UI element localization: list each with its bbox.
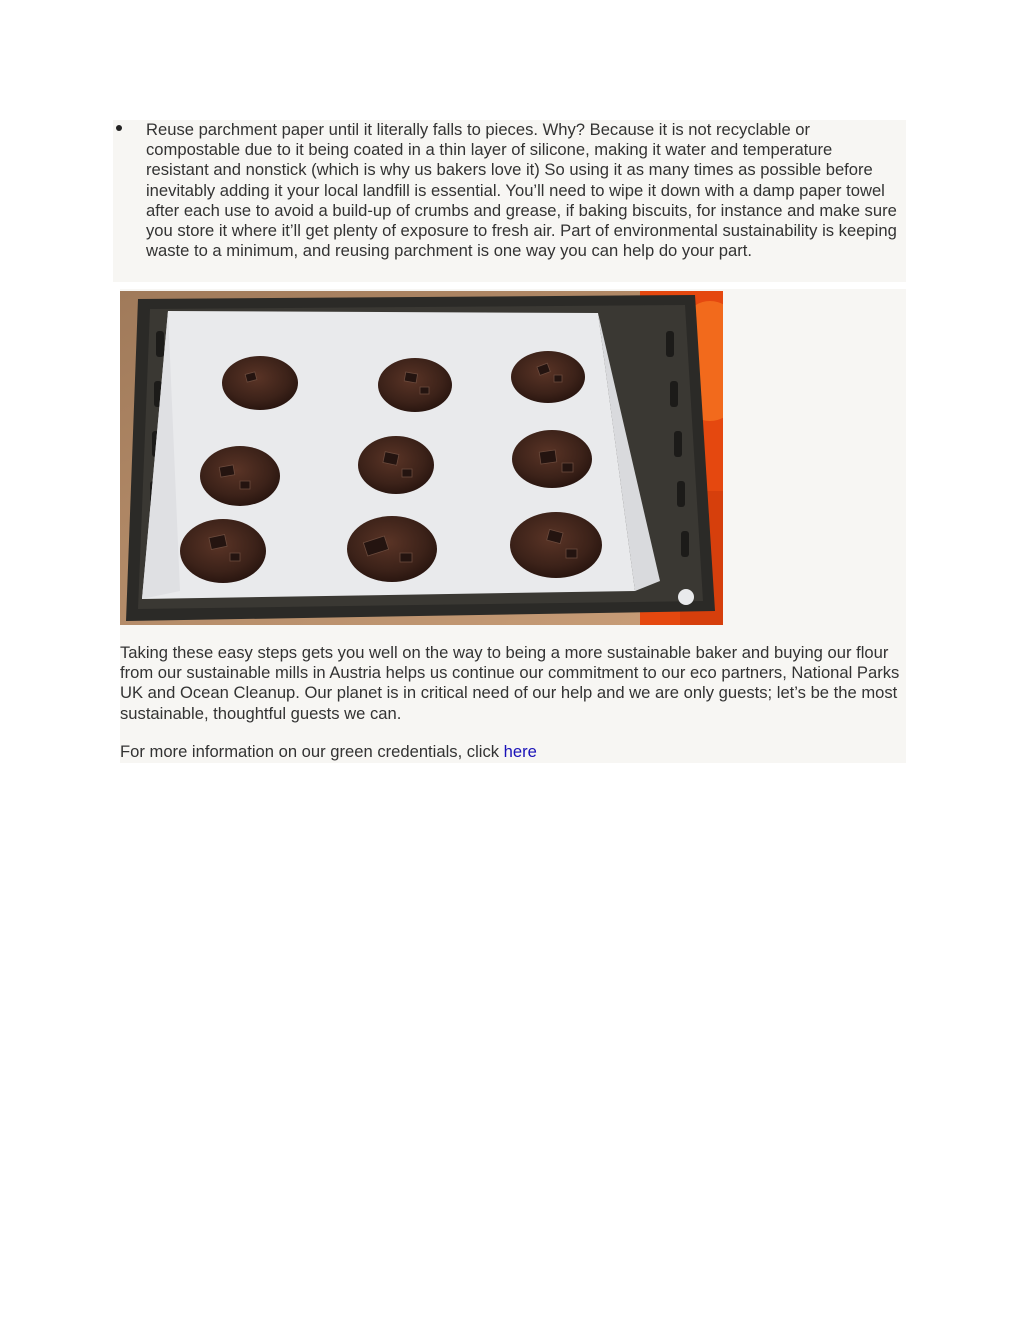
green-credentials-link[interactable]: here <box>503 742 537 761</box>
content-block <box>120 289 906 763</box>
cookies-on-tray-photo <box>120 291 723 625</box>
bullet-list-block <box>113 120 906 282</box>
more-info-line <box>120 742 902 762</box>
more-info-text: For more information on our green credentials, click <box>120 742 504 761</box>
closing-paragraph: Taking these easy steps gets you well on the way to being a more sustainable baker and buying our flour from our sustainable mills in Austria helps us continue our commitment to our eco partners, National Parks UK and Ocean Cleanup. Our planet is in critical need of our help and we are only guests; let’s be the most sustainable, thoughtful guests we can. <box>120 643 900 723</box>
bullet-item-text: Reuse parchment paper until it literally falls to pieces. Why? Because it is not recyclable or compostable due to it being coated in a thin layer of silicone, making it water and temperature resistant and nonstick (which is why us bakers love it) So using it as many times as possible before inevitably adding it your local landfill is essential. You’ll need to wipe it down with a damp paper towel after each use to avoid a build-up of crumbs and grease, if baking biscuits, for instance and make sure you store it where it’ll get plenty of exposure to fresh air. Part of environmental sustainability is keeping waste to a minimum, and reusing parchment is one way you can help do your part. <box>146 120 897 261</box>
bullet-point <box>116 125 122 131</box>
